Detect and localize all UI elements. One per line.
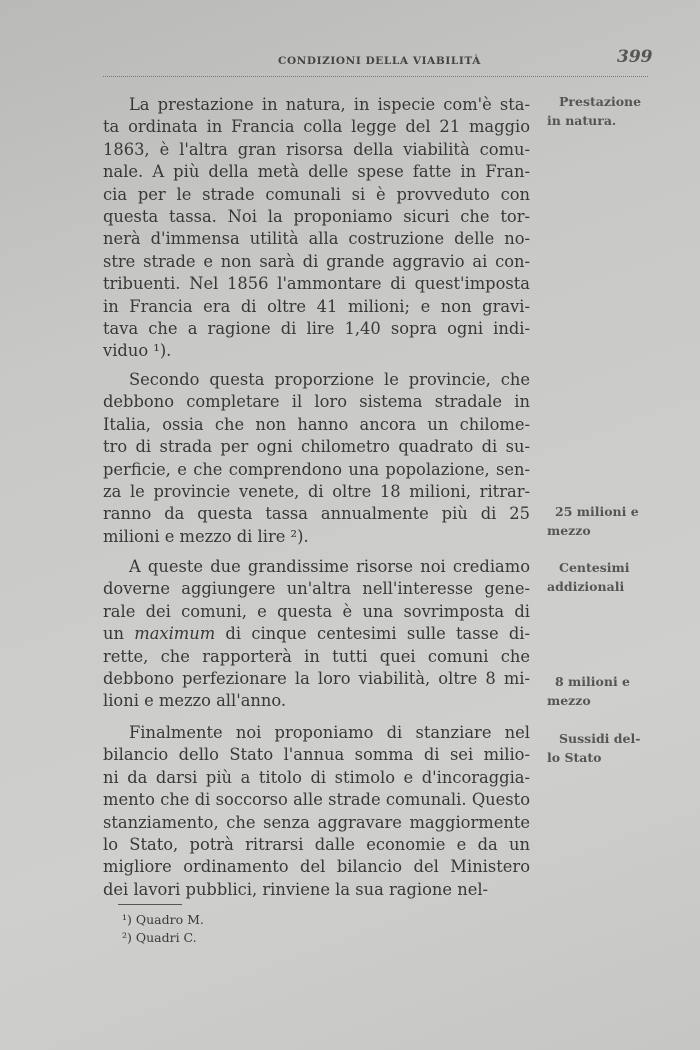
header-rule (103, 76, 648, 77)
text-line: A queste due grandissime risorse noi crediamo (129, 557, 530, 576)
text-line: mento che di soccorso alle strade comunali. Questo (103, 790, 530, 810)
text-line: ranno da questa tassa annualmente più di 25 (103, 504, 530, 524)
text-line: tava che a ragione di lire 1,40 sopra ogni indi- (103, 319, 530, 339)
margin-note-line: addizionali (547, 579, 625, 594)
margin-note-line: lo Stato (547, 750, 602, 765)
text-line: bilancio dello Stato l'annua somma di sei milio- (103, 745, 530, 765)
margin-note-line: in natura. (547, 113, 617, 128)
text-line: debbono perfezionare la loro viabilità, oltre 8 mi- (103, 669, 530, 689)
text-line: La prestazione in natura, in ispecie com'è sta- (129, 95, 530, 114)
footnote-2: ²) Quadri C. (122, 930, 197, 945)
text-line: nale. A più della metà delle spese fatte in Fran- (103, 162, 530, 182)
text-line: perficie, e che comprendono una popolazione, sen- (103, 459, 530, 479)
margin-note-sussidi (547, 729, 640, 767)
margin-note-prestazione (547, 92, 641, 130)
paragraph-centesimi (103, 556, 530, 713)
footnote-rule (118, 904, 182, 905)
text-line: ta ordinata in Francia colla legge del 21 maggio (103, 117, 530, 137)
text-line: tribuenti. Nel 1856 l'ammontare di quest'imposta (103, 274, 530, 294)
margin-note-line: Centesimi (559, 560, 630, 575)
text-line: lioni e mezzo all'anno. (103, 691, 287, 711)
text-line: viduo ¹). (103, 341, 172, 361)
text-line: Finalmente noi proponiamo di stanziare nel (129, 723, 530, 742)
running-title: CONDIZIONI DELLA VIABILITÀ (278, 55, 481, 67)
footnote-1: ¹) Quadro M. (122, 912, 204, 927)
margin-note-25-milioni (547, 502, 639, 540)
margin-note-line: mezzo (547, 523, 591, 538)
text-line: rale dei comuni, e questa è una sovrimposta di (103, 601, 530, 621)
text-line: questa tassa. Noi la proponiamo sicuri che tor- (103, 207, 530, 227)
margin-note-line: 8 milioni e (555, 674, 630, 689)
text-line: dei lavori pubblici, rinviene la sua ragione nel- (103, 879, 489, 899)
text-line: rette, che rapporterà in tutti quei comuni che (103, 646, 530, 666)
margin-note-8-milioni (547, 672, 630, 710)
text-line: tro di strada per ogni chilometro quadrato di su- (103, 437, 530, 457)
text-line: 1863, è l'altra gran risorsa della viabilità comu- (103, 139, 530, 159)
text-line: lo Stato, potrà ritrarsi dalle economie e da un (103, 835, 530, 855)
text-line: za le provincie venete, di oltre 18 milioni, ritrar- (103, 482, 530, 502)
text-line: un maximum di cinque centesimi sulle tasse di- (103, 624, 530, 644)
text-line: Italia, ossia che non hanno ancora un chilome- (103, 414, 530, 434)
text-line: ni da darsi più a titolo di stimolo e d'incoraggia- (103, 767, 530, 787)
text-line: migliore ordinamento del bilancio del Ministero (103, 857, 530, 877)
text-line: stanziamento, che senza aggravare maggiormente (103, 812, 530, 832)
paragraph-proporzione (103, 369, 530, 548)
margin-note-line: mezzo (547, 693, 591, 708)
page-number: 399 (617, 47, 653, 67)
text-line: Secondo questa proporzione le provincie, che (129, 370, 530, 389)
margin-note-line: Sussidi del- (559, 731, 641, 746)
text-line: cia per le strade comunali si è provveduto con (103, 184, 530, 204)
text-line: nerà d'immensa utilità alla costruzione delle no- (103, 229, 530, 249)
paragraph-sussidi (103, 722, 530, 901)
text-line: debbono completare il loro sistema stradale in (103, 392, 530, 412)
text-line: in Francia era di oltre 41 milioni; e non gravi- (103, 296, 530, 316)
margin-note-line: Prestazione (559, 94, 642, 109)
margin-note-centesimi (547, 558, 629, 596)
text-line: milioni e mezzo di lire ²). (103, 526, 309, 546)
paragraph-prestazione (103, 94, 530, 363)
text-line: doverne aggiungere un'altra nell'interesse gene- (103, 579, 530, 599)
text-line: stre strade e non sarà di grande aggravio ai con- (103, 251, 530, 271)
margin-note-line: 25 milioni e (555, 504, 639, 519)
